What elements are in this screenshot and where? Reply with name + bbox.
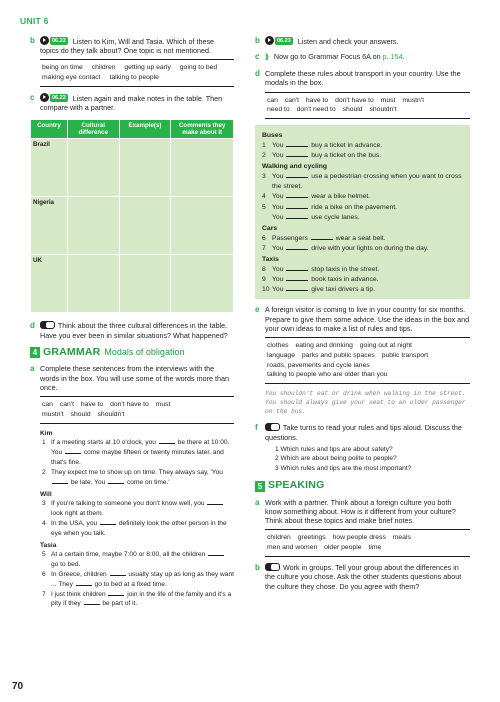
sentence-text: look right at them. xyxy=(51,509,104,517)
exercise-letter: b xyxy=(255,36,260,45)
sentence-text: come maybe fifteen or twenty minutes later, and that's fine. xyxy=(51,448,224,466)
rule-item xyxy=(262,234,463,244)
answer-blank[interactable] xyxy=(159,438,175,444)
word: greetings xyxy=(297,534,326,542)
item-number: 9 xyxy=(262,275,266,283)
rule-item xyxy=(262,141,463,151)
rule-text: Passengers xyxy=(272,234,308,242)
sentence-item xyxy=(40,438,234,468)
speaker-name: Will xyxy=(40,490,52,498)
sentence-text: If a meeting starts at 10 o'clock, you xyxy=(51,439,156,447)
sentence-item xyxy=(40,590,234,610)
word: men and women xyxy=(267,544,318,552)
country-cell: UK xyxy=(31,255,68,313)
audio-play-icon[interactable] xyxy=(40,36,68,45)
rule-item xyxy=(262,244,463,254)
instruction-text: Work in groups. Tell your group about the differences in the culture you chose. Ask the other students questions about the culture they chose. Do you agree with them? xyxy=(265,563,462,591)
word: clothes xyxy=(267,341,289,349)
rule-text: You xyxy=(272,203,284,211)
item-number: 1 xyxy=(42,439,46,447)
rule-text: You xyxy=(272,275,284,283)
sentence-item xyxy=(40,570,234,590)
grammar-section-heading xyxy=(30,346,234,359)
section-subtitle: Modals of obligation xyxy=(104,346,185,357)
instruction-text: A foreign visitor is coming to live in your country for six months. Prepare to give them some advice. Use the ideas in the box and your own ideas to make a list of rules and tips. xyxy=(265,305,470,333)
rule-text: You xyxy=(272,244,284,252)
sentence-text: definitely look the other person in the eye when you talk. xyxy=(51,519,227,537)
word: can't xyxy=(284,96,300,104)
answer-blank[interactable] xyxy=(286,192,308,198)
rule-text: buy a ticket in advance. xyxy=(311,141,383,149)
audio-play-icon[interactable] xyxy=(265,36,293,45)
table-cell[interactable] xyxy=(67,255,119,313)
audio-play-icon[interactable] xyxy=(40,93,68,102)
rule-item xyxy=(262,172,463,192)
section-number: 5 xyxy=(255,481,265,492)
table-row xyxy=(31,197,234,255)
answer-blank[interactable] xyxy=(110,570,126,576)
word: mustn't xyxy=(402,96,425,104)
word: eating and drinking xyxy=(295,341,353,349)
word: can xyxy=(267,96,278,104)
audio-track-number: 06.22 xyxy=(52,94,66,101)
column-header: Example(s) xyxy=(119,119,171,139)
word: talking to people who are older than you xyxy=(267,371,388,379)
item-number: 2 xyxy=(42,468,46,476)
item-number: 4 xyxy=(42,519,46,527)
item-number: 3 xyxy=(42,499,46,507)
audio-track-number: 06.22 xyxy=(52,37,66,44)
rule-text: ride a bike on the pavement. xyxy=(311,203,398,211)
exercise-4c xyxy=(255,52,470,63)
rule-item xyxy=(262,151,463,161)
rules-category: Taxis xyxy=(262,256,279,264)
answer-blank[interactable] xyxy=(286,244,308,250)
table-cell[interactable] xyxy=(171,197,234,255)
pair-work-icon xyxy=(40,321,53,329)
word: can xyxy=(42,400,53,408)
exercise-letter: a xyxy=(30,364,35,374)
rule-text: You xyxy=(272,265,284,273)
table-cell[interactable] xyxy=(67,197,119,255)
exercise-1c xyxy=(30,93,234,112)
speaker-name: Kim xyxy=(40,429,53,437)
answer-blank[interactable] xyxy=(286,275,308,281)
grammar-focus-link[interactable]: p. 154 xyxy=(382,52,403,62)
audio-track-number: 06.23 xyxy=(277,37,291,44)
item-number: 7 xyxy=(42,590,46,598)
sentence-text: go to bed. xyxy=(51,560,81,568)
word: shouldn't xyxy=(369,106,397,114)
sentence-text: At a certain time, maybe 7:00 or 8:00, all the children xyxy=(51,550,206,558)
sentence-text: go to bed at a fixed time. xyxy=(94,580,167,588)
word: must xyxy=(380,96,396,104)
instruction-text: Complete these sentences from the interviews with the words in the box. You will use some of the words more than once. xyxy=(40,364,229,392)
question-item: 3 Which rules and tips are the most important? xyxy=(275,464,412,472)
instruction-text: . xyxy=(402,52,405,62)
word: need to xyxy=(267,106,290,114)
item-number: 4 xyxy=(262,193,266,201)
sentence-text: They expect me to show up on time. They always say, 'You xyxy=(51,468,223,476)
answer-blank[interactable] xyxy=(286,203,308,209)
question-item: 2 Which are about being polite to people? xyxy=(275,455,397,463)
sentence-text: In Greece, children xyxy=(51,570,107,578)
word: time xyxy=(368,544,382,552)
speaking-section-heading xyxy=(255,479,470,492)
exercise-1d xyxy=(30,321,234,339)
word: roads, pavements and cycle lanes xyxy=(267,361,370,369)
word: meals xyxy=(392,534,411,542)
country-cell: Brazil xyxy=(31,139,68,197)
answer-blank[interactable] xyxy=(286,172,308,178)
example-line: You should always give your seat to an older passenger on the bus. xyxy=(265,399,466,416)
rule-item xyxy=(262,213,463,223)
sentence-text: be late. You xyxy=(70,478,106,486)
rules-category: Cars xyxy=(262,224,278,232)
answer-blank[interactable] xyxy=(311,234,333,240)
exercise-4e xyxy=(255,305,470,417)
item-number: 6 xyxy=(262,234,266,242)
exercise-letter: c xyxy=(255,52,260,62)
rule-text: You xyxy=(272,286,284,294)
word: don't have to xyxy=(335,96,374,104)
rule-text: You xyxy=(272,141,284,149)
exercise-letter: e xyxy=(255,305,260,315)
sentence-item xyxy=(40,550,234,570)
answer-blank[interactable] xyxy=(65,448,81,454)
item-number: 10 xyxy=(262,286,270,294)
right-column xyxy=(255,36,470,597)
sentence-text: usually stay up as long as they want ... They xyxy=(51,570,234,588)
rule-item xyxy=(262,265,463,275)
rule-item xyxy=(262,275,463,285)
exercise-letter: c xyxy=(30,93,35,103)
instruction-text: Listen and check your answers. xyxy=(297,37,399,46)
table-row xyxy=(31,139,234,197)
exercise-letter: b xyxy=(30,36,35,45)
rules-category: Buses xyxy=(262,132,283,140)
transport-rules-box xyxy=(255,125,470,299)
answer-blank[interactable] xyxy=(208,550,224,556)
topic-word-box xyxy=(265,337,470,384)
answer-blank[interactable] xyxy=(286,285,308,291)
group-work-icon xyxy=(265,423,278,431)
answer-blank[interactable] xyxy=(108,478,124,484)
rule-item xyxy=(262,192,463,202)
topic-word-box xyxy=(265,529,470,557)
answer-blank[interactable] xyxy=(84,599,100,605)
rules-category: Walking and cycling xyxy=(262,163,328,171)
word: have to xyxy=(305,96,329,104)
table-row xyxy=(31,255,234,313)
sentence-item xyxy=(40,519,234,539)
question-item: 1 Which rules and tips are about safety? xyxy=(275,445,393,453)
modal-word-box xyxy=(40,396,234,424)
table-cell[interactable] xyxy=(119,197,171,255)
table-cell[interactable] xyxy=(171,255,234,313)
rule-text: book taxis in advance. xyxy=(311,275,379,283)
item-number: 5 xyxy=(42,550,46,558)
word: should xyxy=(70,410,91,418)
item-number: 7 xyxy=(262,244,266,252)
sentence-text: be part of it. xyxy=(102,600,138,608)
table-cell[interactable] xyxy=(119,139,171,197)
word: shouldn't xyxy=(97,410,125,418)
answer-blank[interactable] xyxy=(100,519,116,525)
instruction-text: Listen again and make notes in the table. Then compare with a partner. xyxy=(40,94,223,113)
word: going out at night xyxy=(359,341,412,349)
exercise-1b xyxy=(30,36,234,87)
word: can't xyxy=(59,400,75,408)
answer-blank[interactable] xyxy=(76,580,92,586)
rule-text: use a pedestrian crossing when you want to cross the street. xyxy=(272,173,462,191)
left-column xyxy=(30,36,234,615)
rule-text: use cycle lanes. xyxy=(311,213,360,221)
instruction-text: Think about the three cultural differences in the table. Have you ever been in similar situations? What happened? xyxy=(40,321,228,340)
word: don't have to xyxy=(110,400,149,408)
exercise-letter: f xyxy=(255,423,258,433)
exercise-letter: d xyxy=(30,321,35,331)
modal-word-box xyxy=(265,92,470,120)
rule-item xyxy=(262,203,463,213)
sentence-item xyxy=(40,499,234,519)
rule-text: You xyxy=(272,173,284,181)
word: mustn't xyxy=(42,410,64,418)
answer-blank[interactable] xyxy=(52,478,68,484)
rule-text: buy a ticket on the bus. xyxy=(311,152,382,160)
rule-text: drive with your lights on during the day. xyxy=(311,244,429,252)
column-header: Cultural difference xyxy=(67,119,119,139)
instruction-text: Complete these rules about transport in your country. Use the modals in the box. xyxy=(265,69,461,88)
sentence-item xyxy=(40,468,234,488)
instruction-text: Listen to Kim, Will and Tasia. Which of these topics do they talk about? One topic is not mentioned. xyxy=(40,37,215,56)
page-number: 70 xyxy=(12,681,24,692)
topic-word-box xyxy=(40,59,234,87)
word: older people xyxy=(324,544,362,552)
exercise-letter: b xyxy=(255,563,260,573)
sentence-text: join in the life of the family and it's a pity if they xyxy=(51,590,232,608)
word: parks and public spaces xyxy=(301,351,375,359)
exercise-4a xyxy=(30,364,234,609)
grammar-focus-arrow-icon: ⟫ xyxy=(265,54,269,62)
section-title: GRAMMAR xyxy=(43,345,101,358)
instruction-text: Now go to Grammar Focus 6A on xyxy=(273,52,381,62)
word: children xyxy=(91,64,116,72)
column-header: Comments they make about it xyxy=(171,119,234,139)
word: being on time xyxy=(42,64,83,72)
table-cell[interactable] xyxy=(171,139,234,197)
sentence-text: come on time.' xyxy=(127,478,170,486)
item-number: 3 xyxy=(262,173,266,181)
group-work-icon xyxy=(265,563,278,571)
word: don't need to xyxy=(296,106,336,114)
word: children xyxy=(267,534,291,542)
word: language xyxy=(267,351,295,359)
column-header: Country xyxy=(31,119,68,139)
word: how people dress xyxy=(332,534,386,542)
answer-blank[interactable] xyxy=(207,499,223,505)
sentence-text: If you're talking to someone you don't know well, you xyxy=(51,499,205,507)
word: talking to people xyxy=(109,74,159,82)
sentence-text: In the USA, you xyxy=(51,519,98,527)
rule-text: wear a seat belt. xyxy=(335,234,386,242)
table-header-row xyxy=(31,119,234,139)
rule-text: You xyxy=(272,193,284,201)
exercise-4f xyxy=(255,423,470,473)
item-number: 1 xyxy=(262,141,266,149)
answer-blank[interactable] xyxy=(286,141,308,147)
word: must xyxy=(155,400,171,408)
rule-text: stop taxis in the street. xyxy=(311,265,380,273)
exercise-4d xyxy=(255,69,470,119)
rule-item xyxy=(262,285,463,295)
answer-blank[interactable] xyxy=(286,265,308,271)
item-number: 2 xyxy=(262,152,266,160)
rule-text: give taxi drivers a tip. xyxy=(311,286,376,294)
answer-blank[interactable] xyxy=(286,151,308,157)
speaker-name: Tasia xyxy=(40,541,57,549)
section-number: 4 xyxy=(30,347,40,358)
exercise-5a xyxy=(255,498,470,557)
word: getting up early xyxy=(124,64,171,72)
answer-blank[interactable] xyxy=(286,213,308,219)
item-number: 8 xyxy=(262,265,266,273)
exercise-5b xyxy=(255,563,470,591)
notes-table xyxy=(30,119,234,314)
item-number: 5 xyxy=(262,203,266,211)
instruction-text: Take turns to read your rules and tips aloud. Discuss the questions. xyxy=(265,423,462,442)
rule-text: You xyxy=(272,213,284,221)
example-answer xyxy=(265,390,470,417)
rule-text: wear a bike helmet. xyxy=(311,193,371,201)
answer-blank[interactable] xyxy=(108,590,124,596)
exercise-letter: a xyxy=(255,497,260,507)
word: have to xyxy=(80,400,104,408)
example-line: You shouldn't eat or drink when walking in the street. xyxy=(265,390,466,398)
country-cell: Nigeria xyxy=(31,197,68,255)
word: making eye contact xyxy=(42,74,101,82)
word: going to bed xyxy=(179,64,218,72)
section-title: SPEAKING xyxy=(268,479,325,492)
exercise-4b xyxy=(255,36,470,46)
sentence-text: be there at 10:00. You xyxy=(51,439,230,456)
word: should xyxy=(342,106,363,114)
table-cell[interactable] xyxy=(119,255,171,313)
rule-text: You xyxy=(272,152,284,160)
exercise-letter: d xyxy=(255,69,260,79)
unit-label: UNIT 6 xyxy=(20,16,49,26)
sentence-text: I just think children xyxy=(51,590,106,598)
instruction-text: Work with a partner. Think about a foreign culture you both know something about. How is it different from your culture? Think about these topics and make brief notes. xyxy=(265,497,456,526)
item-number: 6 xyxy=(42,570,46,578)
word: public transport xyxy=(381,351,429,359)
table-cell[interactable] xyxy=(67,139,119,197)
